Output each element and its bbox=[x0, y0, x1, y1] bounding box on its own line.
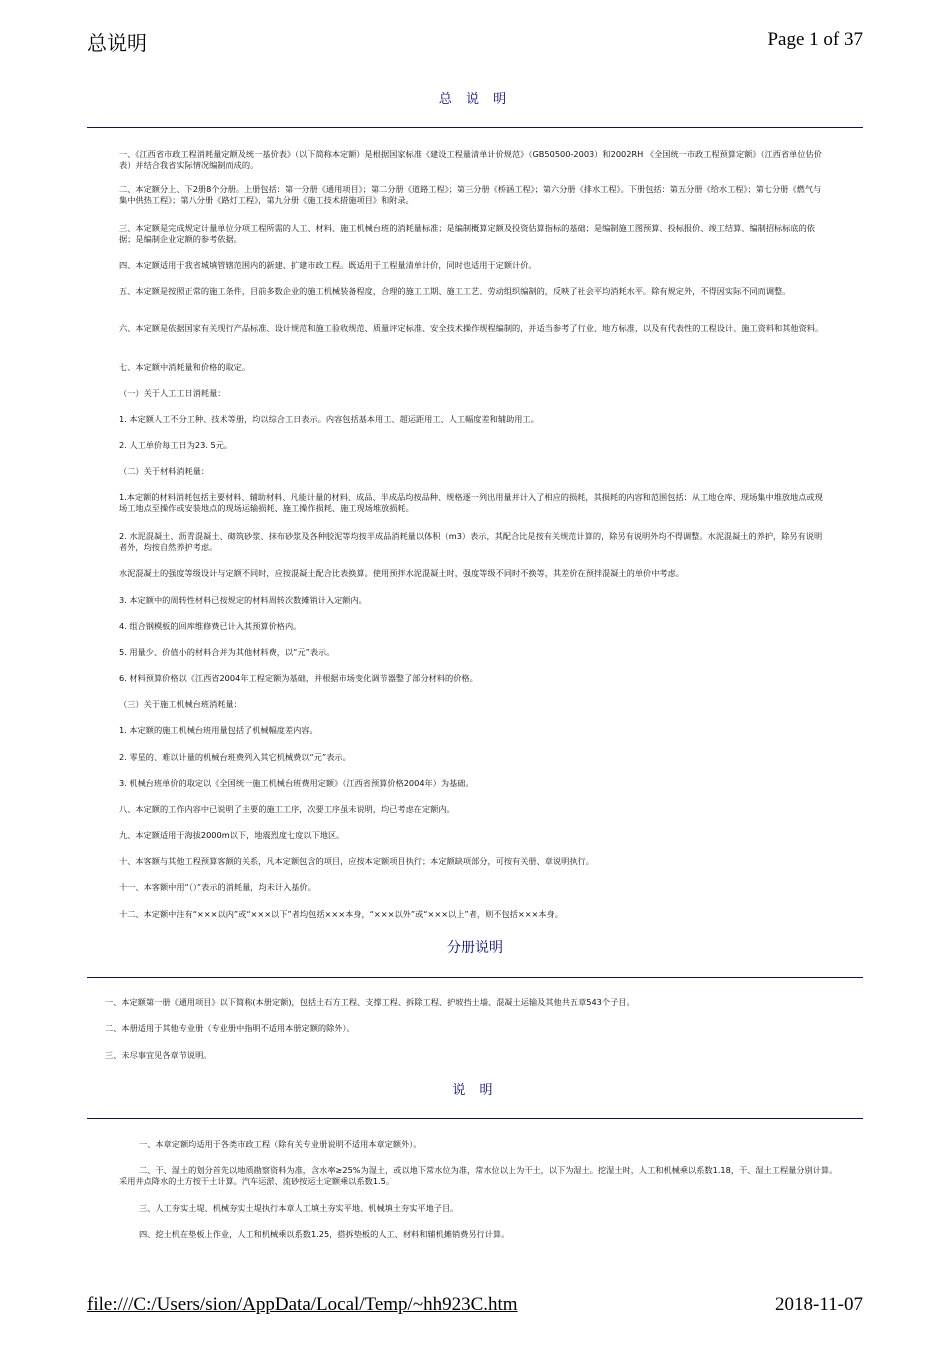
section-title-volume: 分册说明 bbox=[447, 940, 503, 956]
paragraph: 三、本定额是完成规定计量单位分项工程所需的人工、材料、施工机械台班的消耗量标准；是编制概算定额及投资估算指标的基础；是编制施工图预算、投标报价、竣工结算、编制招标标底的依据；是编制企业定额的参考依据。 bbox=[119, 223, 815, 244]
paragraph: 四、本定额适用于我省城填管辖范围内的新建、扩建市政工程。既适用于工程量清单计价，同时也适用于定额计价。 bbox=[119, 260, 537, 270]
paragraph: 二、干、湿土的划分首先以地质勘察资料为准，含水率≥25%为湿土，或以地下常水位为准，常水位以上为干土，以下为湿土。挖湿土时，人工和机械乘以系数1.18，干、湿土工程量分别计算。采用井点降水的土方按干土计算。汽车运淤、流砂按运土定额乘以系数1.5。 bbox=[119, 1165, 838, 1186]
paragraph: 九、本定额适用于海拔2000m以下，地震烈度七度以下地区。 bbox=[119, 830, 345, 840]
paragraph: 六、本定额是依据国家有关现行产品标准、设计规范和施工验收规范、质量评定标准、安全技术操作规程编制的，并适当参考了行业、地方标准，以及有代表性的工程设计、施工资料和其他资料。 bbox=[119, 323, 824, 333]
paragraph: 6. 材料预算价格以《江西省2004年工程定额为基础，并根据市场变化调节器整了部分材料的价格。 bbox=[119, 673, 478, 683]
paragraph: （一）关于人工工日消耗量： bbox=[119, 388, 226, 398]
paragraph: 3. 本定额中的周转性材料已按规定的材料周转次数摊销计入定额内。 bbox=[119, 595, 367, 605]
paragraph: 一、《江西省市政工程消耗量定额及统一基价表》（以下简称本定额）是根据国家标准《建设工程量清单计价规范》（GB50500-2003）和2002RH 《全国统一市政工程预算定额》（江西省单位估价表）并结合我省实际情况编制而成的。 bbox=[119, 149, 822, 170]
paragraph: 二、本册适用于其他专业册（专业册中指明不适用本册定额的除外）。 bbox=[105, 1023, 355, 1033]
paragraph: 三、未尽事宜见各章节说明。 bbox=[105, 1050, 212, 1060]
paragraph: 2. 人工单价每工日为23. 5元。 bbox=[119, 440, 233, 450]
paragraph: 一、本定额第一册《通用项目》以下简称(本册定额)，包括土石方工程、支撑工程、拆除工程、护坡挡土墙、混凝土运输及其他共五章543个子目。 bbox=[105, 997, 635, 1007]
paragraph: （三）关于施工机械台班消耗量： bbox=[119, 699, 242, 709]
footer-file-link[interactable]: file:///C:/Users/sion/AppData/Local/Temp/~hh923C.htm bbox=[87, 1294, 518, 1315]
paragraph: 二、本定额分上、下2册8个分册。上册包括：第一分册《通用项目》；第二分册《道路工程》；第三分册《桥涵工程》；第六分册《排水工程》。下册包括：第五分册《给水工程》；第七分册《燃气与集中供热工程》；第八分册《路灯工程》，第九分册《施工技术措施项目》和附录。 bbox=[119, 184, 822, 205]
page-header-title: 总说明 bbox=[87, 31, 147, 55]
paragraph: 十、本客额与其他工程预算客额的关系，凡本定额包含的项目，应按本定额项目执行；本定额缺项部分，可按有关册、章说明执行。 bbox=[119, 856, 594, 866]
paragraph: 十一、本客额中用“（）”表示的消耗量，均未计入基价。 bbox=[119, 882, 316, 892]
footer-date: 2018-11-07 bbox=[775, 1294, 863, 1315]
paragraph: 一、本章定额均适用于各类市政工程（除有关专业册说明不适用本章定额外）。 bbox=[139, 1139, 422, 1149]
paragraph: 十二、本定额中注有“×××以内”或“×××以下”者均包括×××本身，“×××以外”或“×××以上”者，则不包括×××本身。 bbox=[119, 909, 563, 919]
paragraph: 四、挖土机在垫板上作业，人工和机械乘以系数1.25，搭拆垫板的人工、材料和辅机摊销费另行计算。 bbox=[139, 1229, 510, 1239]
section-title-notes: 说 明 bbox=[452, 1083, 498, 1098]
paragraph: 2. 零星的、难以计量的机械台班费列入其它机械费以“元”表示。 bbox=[119, 752, 351, 762]
section-title-general: 总 说 明 bbox=[438, 92, 512, 107]
paragraph: 五、本定额是按照正常的施工条件，目前多数企业的施工机械装备程度，合理的施工工期、施工工艺、劳动组织编制的，反映了社会平均消耗水平。除有规定外，不得因实际不同而调整。 bbox=[119, 286, 791, 296]
paragraph: 八、本定额的工作内容中已说明了主要的施工工序，次要工序虽未说明，均已考虑在定额内。 bbox=[119, 804, 455, 814]
paragraph: 水泥混凝土的强度等级设计与定额不同时，应按混凝土配合比表换算。使用预拌水泥混凝土时，强度等级不同时不换等，其差价在预拌混凝土的单价中考虑。 bbox=[119, 568, 684, 578]
section-divider bbox=[87, 127, 863, 128]
paragraph: 4. 组合钢模板的回库维修费已计入其预算价格内。 bbox=[119, 621, 302, 631]
paragraph: 七、本定额中消耗量和价格的取定。 bbox=[119, 362, 251, 372]
paragraph: 三、人工夯实土堤、机械夯实土堤执行本章人工填土夯实平地、机械填土夯实平地子目。 bbox=[139, 1203, 459, 1213]
paragraph: 1. 本定额人工不分工种、技术等册，均以综合工日表示。内容包括基本用工、超运距用工、人工幅度差和辅助用工。 bbox=[119, 414, 539, 424]
paragraph: 1. 本定额的施工机械台班用量包括了机械幅度差内容。 bbox=[119, 725, 318, 735]
page-number: Page 1 of 37 bbox=[767, 29, 863, 50]
paragraph: 3. 机械台班单价的取定以《全国统一施工机械台班费用定额》（江西省预算价格2004年）为基础。 bbox=[119, 778, 474, 788]
paragraph: 1.本定额的材料消耗包括主要材料、辅助材料、凡能计量的材料、成品、半成品均按品种、规格逐一列出用量并计入了相应的损耗，其损耗的内容和范围包括：从工地仓库、现场集中堆放地点或现场工地点至操作或安装地点的现场运输损耗、施工操作损耗、施工现场堆放损耗。 bbox=[119, 492, 823, 513]
section-divider bbox=[87, 1118, 863, 1119]
section-divider bbox=[87, 977, 863, 978]
paragraph: 5. 用量少、价值小的材料合并为其他材料费，以“元”表示。 bbox=[119, 647, 335, 657]
paragraph: （二）关于材料消耗量： bbox=[119, 466, 210, 476]
paragraph: 2. 水泥混凝土、沥青混凝土、砌筑砂浆、抹布砂浆及各种胶泥等均按半成品消耗量以体积（m3）表示，其配合比是按有关规范计算的，除另有说明外均不得调整。水泥混凝土的养护，除另有说明者外，均按自然养护考虑。 bbox=[119, 531, 823, 552]
